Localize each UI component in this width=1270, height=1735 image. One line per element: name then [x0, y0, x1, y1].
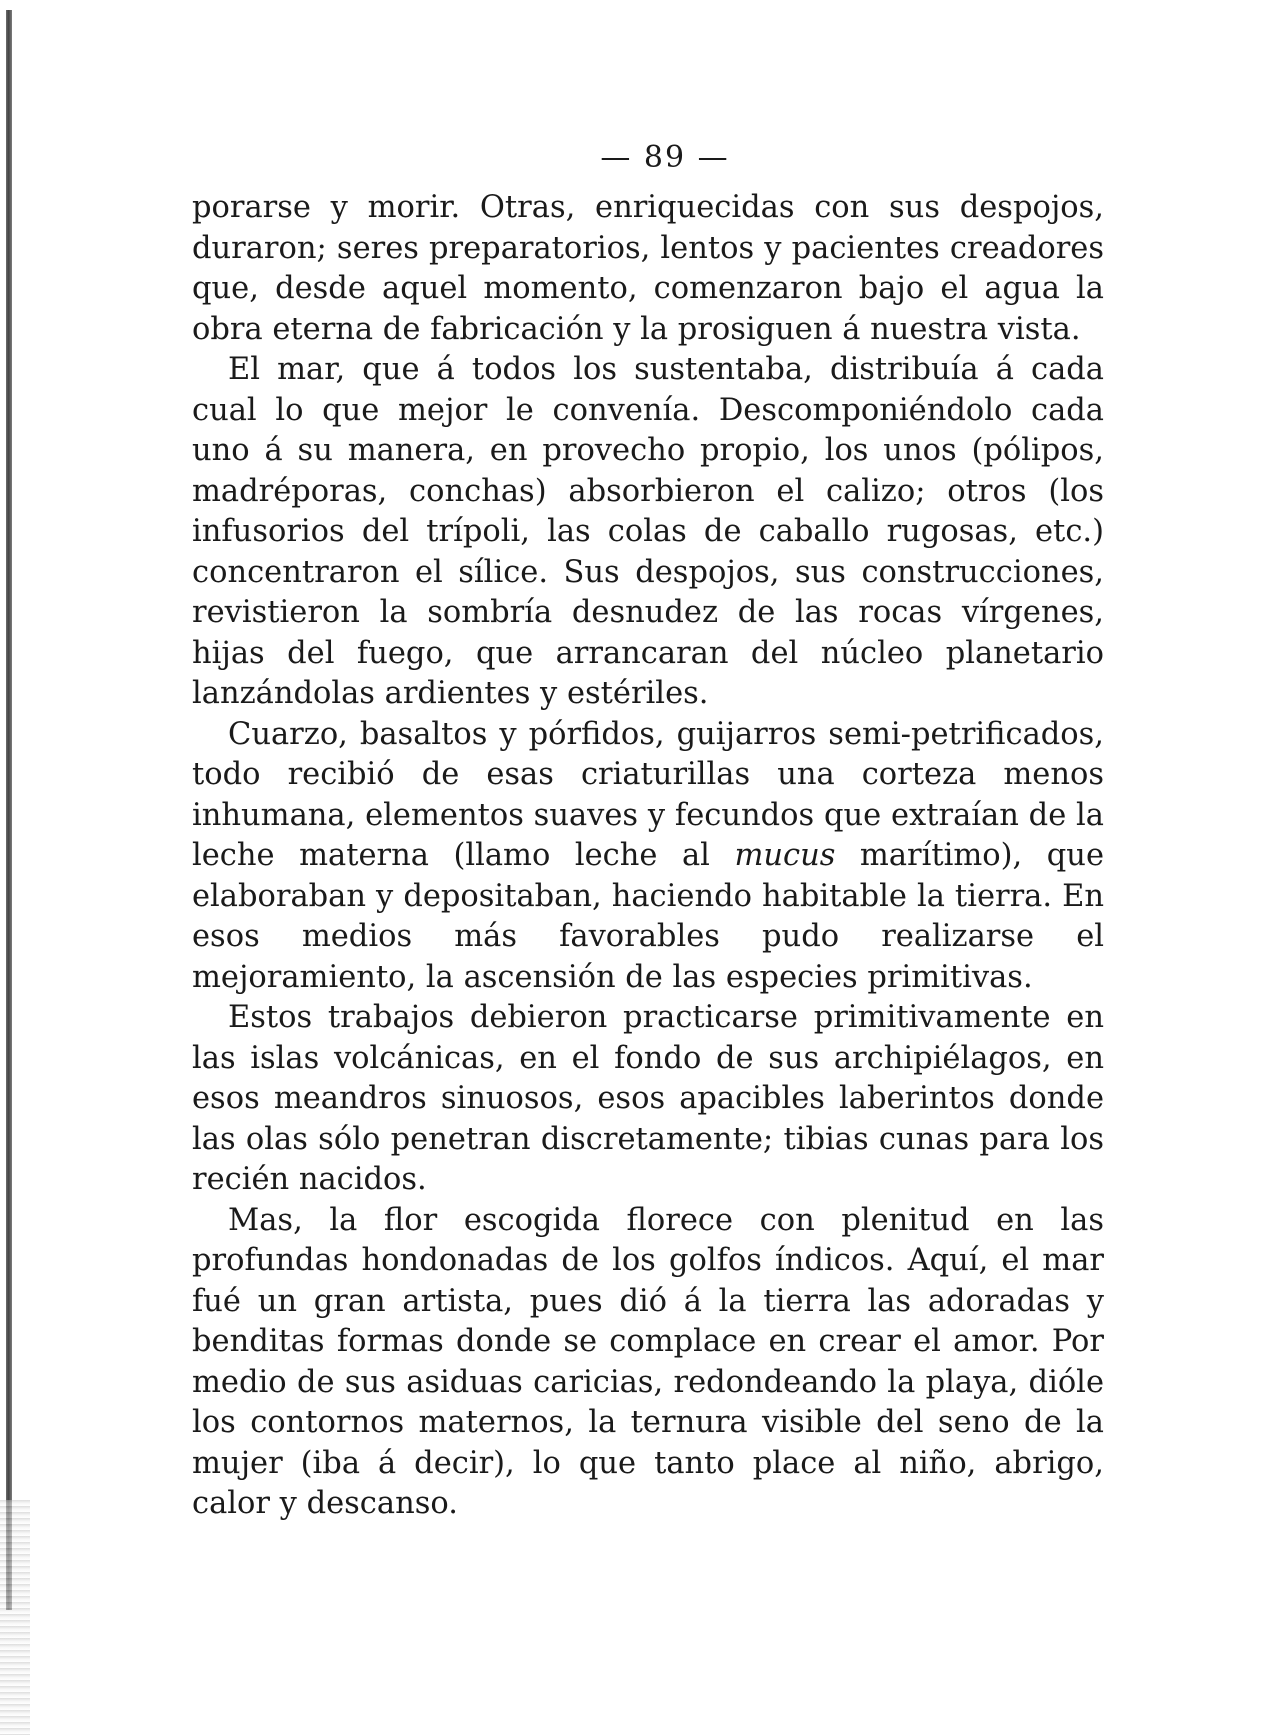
paragraph-3-before: Cuarzo, basaltos y pórfidos, guijarros semi-petrificados, todo recibió de esas criaturillas una corteza menos inhumana, elementos suaves y fecundos que extraían de la leche materna (llamo leche al: [192, 716, 1104, 873]
paragraph-5: Mas, la flor escogida florece con plenitud en las profundas hondonadas de los golfos índicos. Aquí, el mar fué un gran artista, pues dió á la tierra las adoradas y benditas formas donde se complace en crear el amor. Por medio de sus asiduas caricias, redondeando la playa, dióle los contornos maternos, la ternura visible del seno de la mujer (iba á decir), lo que tanto place al niño, abrigo, calor y descanso.: [192, 1202, 1104, 1521]
paragraph-3-emphasis: mucus: [734, 838, 836, 873]
body-text: [192, 188, 1104, 1525]
binding-scan-noise: [0, 1500, 30, 1735]
page-binding-edge: [0, 0, 40, 1735]
paragraph-3: [192, 715, 1104, 999]
binding-shadow-line: [6, 10, 12, 1610]
paragraph-3-after: marítimo), que elaboraban y depositaban, haciendo habitable la tierra. En esos medios más favorables pudo realizarse el mejoramiento, la ascensión de las especies primitivas.: [192, 838, 1104, 995]
page-number: — 89 —: [600, 140, 730, 175]
paragraph-1: porarse y morir. Otras, enriquecidas con sus despojos, duraron; seres preparatorios, lentos y pacientes creadores que, desde aquel momento, comenzaron bajo el agua la obra eterna de fabricación y la prosiguen á nuestra vista.: [192, 190, 1104, 347]
paragraph-4: Estos trabajos debieron practicarse primitivamente en las islas volcánicas, en el fondo de sus archipiélagos, en esos meandros sinuosos, esos apacibles laberintos donde las olas sólo penetran discretamente; tibias cunas para los recién nacidos.: [192, 1000, 1104, 1197]
paragraph-2: El mar, que á todos los sustentaba, distribuía á cada cual lo que mejor le convenía. Descomponiéndolo cada uno á su manera, en provecho propio, los unos (pólipos, madréporas, conchas) absorbieron el calizo; otros (los infusorios del trípoli, las colas de caballo rugosas, etc.) concentraron el sílice. Sus despojos, sus construcciones, revistieron la sombría desnudez de las rocas vírgenes, hijas del fuego, que arrancaran del núcleo planetario lanzándolas ardientes y estériles.: [192, 352, 1104, 711]
